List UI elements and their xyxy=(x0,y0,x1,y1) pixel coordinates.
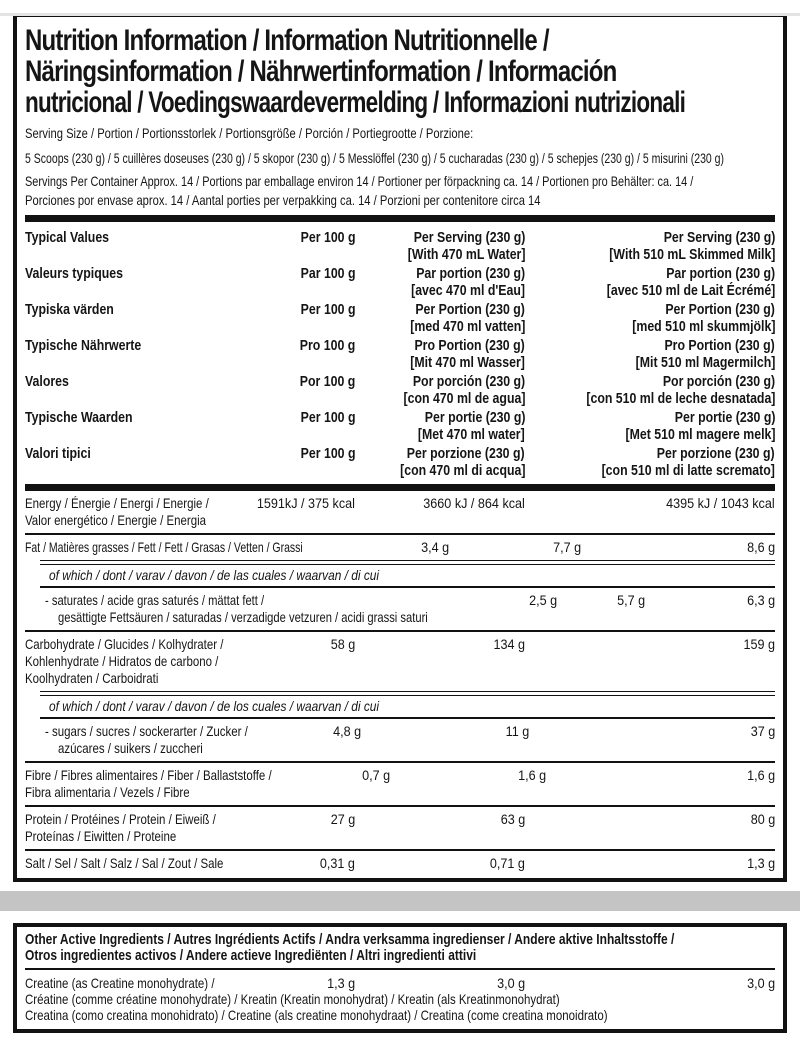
value-per-serving-milk: 37 g xyxy=(750,723,775,739)
other-ingredients-heading-line-2: Otros ingredientes activos / Andere actieve Ingrediënten / Altri ingredienti attivi xyxy=(25,947,477,964)
value-per-100g: 1,3 g xyxy=(326,975,355,991)
row-fibre: Fibre / Fibres alimentaires / Fiber / Ballaststoffe / Fibra alimentaria / Vezels / Fibre 0,7 g 1,6 g 1,6 g xyxy=(25,767,775,800)
other-active-ingredients-panel xyxy=(13,923,787,1033)
value-per-serving-water: 3,0 g xyxy=(496,975,525,991)
value-per-serving-milk: 80 g xyxy=(750,811,775,827)
per-100g-header: Per 100 g xyxy=(300,230,355,246)
value-per-serving-water: 3660 kJ / 864 kcal xyxy=(423,495,525,511)
value-per-serving-milk: 3,0 g xyxy=(746,975,775,991)
value-per-serving-milk: 1,3 g xyxy=(746,855,775,871)
value-per-100g: 2,5 g xyxy=(528,592,557,608)
row-carbohydrate: Carbohydrate / Glucides / Kolhydrater / Kohlenhydrate / Hidratos de carbono / Koolhydraten / Carboidrati 58 g 134 g 159 g xyxy=(25,636,775,686)
row-creatine-line-2: Créatine (comme créatine monohydrate) / Kreatin (Kreatin monohydrat) / Kreatin (als Kreatinmonohydrat) xyxy=(25,991,560,1007)
value-per-100g: 3,4 g xyxy=(421,539,450,555)
value-per-serving-milk: 1,6 g xyxy=(746,767,775,783)
row-protein: Protein / Protéines / Protein / Eiweiß / Proteínas / Eiwitten / Proteine 27 g 63 g 80 g xyxy=(25,811,775,844)
title-line-3: nutricional / Voedingswaardevermelding / Informazioni nutrizionali xyxy=(25,86,686,119)
value-per-serving-water: 5,7 g xyxy=(616,592,646,608)
value-per-serving-milk: 8,6 g xyxy=(746,539,775,555)
separator-band xyxy=(0,891,800,911)
row-creatine-line-3: Creatina (como creatina monohidrato) / Creatine (als creatine monohydraat) / Creatina (come creatina monoidrato) xyxy=(25,1007,608,1023)
serving-size-heading: Serving Size / Portion / Portionsstorlek / Portionsgröße / Porción / Portiegrootte / Porzione: xyxy=(25,125,474,141)
row-salt: Salt / Sel / Salt / Salz / Sal / Zout / Sale 0,31 g 0,71 g 1,3 g xyxy=(25,855,775,871)
panel-title xyxy=(25,25,775,118)
value-per-serving-milk: 6,3 g xyxy=(746,592,775,608)
value-per-serving-water: 1,6 g xyxy=(517,767,546,783)
value-per-serving-milk: 4395 kJ / 1043 kcal xyxy=(666,495,775,511)
title-line-2: Näringsinformation / Nährwertinformation / Información xyxy=(25,55,617,88)
header-row-spanish: Valores Por 100 g Por porción (230 g) [con 470 ml de agua] Por porción (230 g) [con 510 ml de leche desnatada] xyxy=(25,374,775,407)
value-per-serving-water: 11 g xyxy=(505,723,529,739)
value-per-100g: 58 g xyxy=(330,636,355,652)
value-per-serving-milk: 159 g xyxy=(743,636,775,652)
header-row-french: Valeurs typiques Par 100 g Par portion (230 g) [avec 470 ml d'Eau] Par portion (230 g) [avec 510 ml de Lait Écrémé] xyxy=(25,266,775,299)
value-per-serving-water: 134 g xyxy=(493,636,525,652)
row-saturates: - saturates / acide gras saturés / mättat fett / gesättigte Fettsäuren / saturadas / verzadigde vetzuren / acidi grassi saturi 2,5 g 5,7 g 6,3 g xyxy=(45,592,775,625)
row-of-which-fat: of which / dont / varav / davon / de las cuales / waarvan / di cui xyxy=(49,567,380,583)
value-per-100g: 0,31 g xyxy=(319,855,355,871)
value-per-serving-water: 63 g xyxy=(500,811,525,827)
value-per-100g: 4,8 g xyxy=(333,723,362,739)
page-top-edge xyxy=(0,13,800,16)
row-energy: Energy / Énergie / Energi / Energie / Valor energético / Energie / Energia 1591kJ / 375 kcal 3660 kJ / 864 kcal 4395 kJ / 1043 kcal xyxy=(25,495,775,528)
serving-size-values: 5 Scoops (230 g) / 5 cuillères doseuses (230 g) / 5 skopor (230 g) / 5 Messlöffel (230 g) / 5 cucharadas (230 g) / 5 schepjes (230 g) / 5 misurini (230 g) xyxy=(25,150,724,166)
row-of-which-carbohydrate: of which / dont / varav / davon / de los cuales / waarvan / di cui xyxy=(49,698,380,714)
value-per-100g: 1591kJ / 375 kcal xyxy=(256,495,355,511)
header-row-english: Typical Values Per 100 g Per Serving (230 g) [With 470 mL Water] Per Serving (230 g) [With 510 mL Skimmed Milk] xyxy=(25,230,775,263)
row-creatine: Creatine (as Creatine monohydrate) / 1,3 g 3,0 g 3,0 g xyxy=(25,975,775,991)
typical-values-label: Typical Values xyxy=(25,230,110,246)
title-line-1: Nutrition Information / Information Nutritionnelle / xyxy=(25,24,549,57)
value-per-serving-water: 7,7 g xyxy=(553,539,582,555)
other-ingredients-heading-line-1: Other Active Ingredients / Autres Ingrédients Actifs / Andra verksamma ingredienser / Andere aktive Inhaltsstoffe / xyxy=(25,931,675,948)
thick-divider-bar xyxy=(25,215,775,222)
row-sugars: - sugars / sucres / sockerarter / Zucker / azúcares / suikers / zuccheri 4,8 g 11 g 37 g xyxy=(45,723,775,756)
divider xyxy=(25,968,775,970)
header-row-italian: Valori tipici Per 100 g Per porzione (230 g) [con 470 ml di acqua] Per porzione (230 g) [con 510 ml di latte scremato] xyxy=(25,446,775,479)
nutrition-information-panel xyxy=(13,13,787,882)
column-headers xyxy=(25,222,775,484)
value-per-100g: 0,7 g xyxy=(361,767,391,783)
header-row-swedish: Typiska värden Per 100 g Per Portion (230 g) [med 470 ml vatten] Per Portion (230 g) [med 510 ml skummjölk] xyxy=(25,302,775,335)
servings-per-container-line-2: Porciones por envase aprox. 14 / Aantal porties per verpakking ca. 14 / Porzioni per contenitore circa 14 xyxy=(25,192,541,208)
value-per-100g: 27 g xyxy=(330,811,355,827)
header-row-german: Typische Nährwerte Pro 100 g Pro Portion (230 g) [Mit 470 ml Wasser] Pro Portion (230 g) [Mit 510 ml Magermilch] xyxy=(25,338,775,371)
servings-per-container-line-1: Servings Per Container Approx. 14 / Portions par emballage environ 14 / Portioner per förpackning ca. 14 / Portionen pro Behälter: ca. 14 / xyxy=(25,173,694,189)
thick-divider-bar xyxy=(25,484,775,491)
value-per-serving-water: 0,71 g xyxy=(489,855,525,871)
row-fat: Fat / Matières grasses / Fett / Fett / Grasas / Vetten / Grassi 3,4 g 7,7 g 8,6 g xyxy=(25,539,775,555)
header-row-dutch: Typische Waarden Per 100 g Per portie (230 g) [Met 470 ml water] Per portie (230 g) [Met 510 ml magere melk] xyxy=(25,410,775,443)
nutrition-label-page xyxy=(0,13,800,1048)
